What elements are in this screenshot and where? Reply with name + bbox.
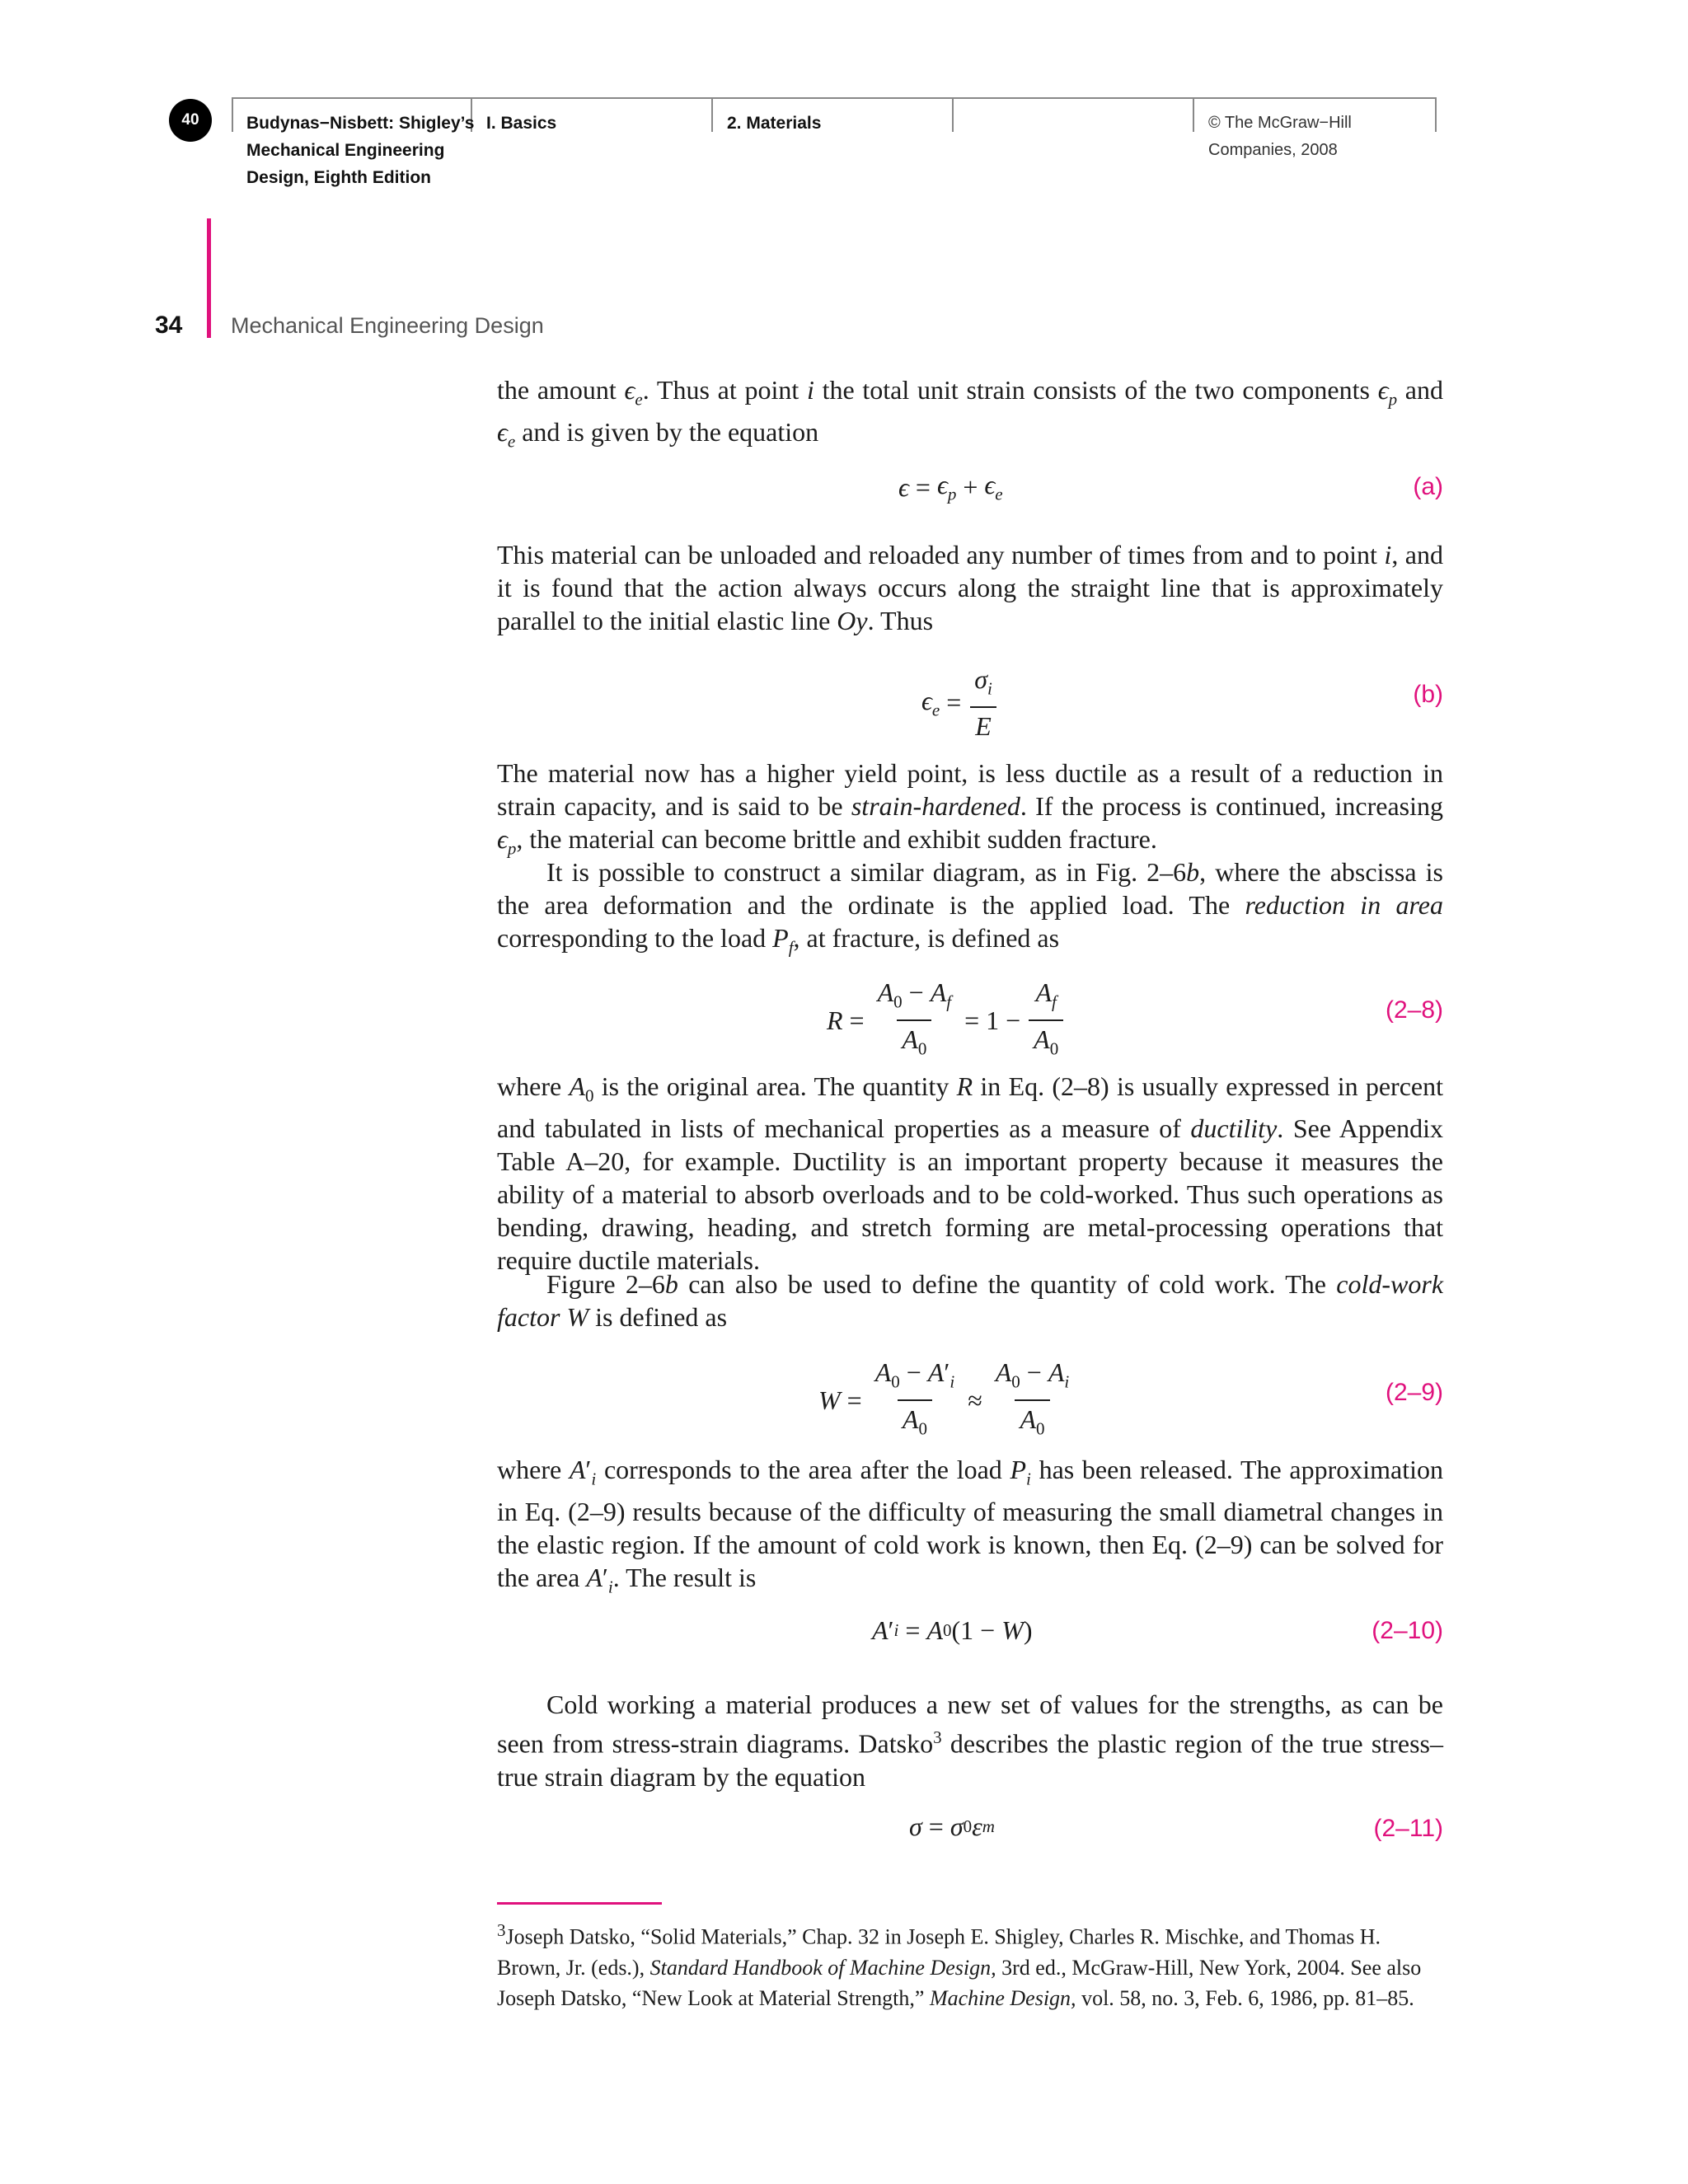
- equation-number-2-11: (2–11): [1373, 1815, 1443, 1842]
- equation-number-2-8: (2–8): [1385, 996, 1443, 1024]
- running-title: Mechanical Engineering Design: [231, 313, 544, 338]
- paragraph-2: This material can be unloaded and reloaded any number of times from and to point i, and it is found that the action always occurs along the straight line that is approximately parallel to the initial elastic line Oy. Thus: [497, 540, 1444, 635]
- paragraph-8: Cold working a material produces a new set of values for the strengths, as can be seen from stress-strain diagrams. Datsko$^3$ describes the plastic region of the true stress–true strain diagram by the equation: [497, 1690, 1444, 1792]
- equation-2-8: R = $\frac{A_0 - A_f}{A_0}$ = 1 − $\frac{A_f}{A_0}$: [827, 977, 1071, 1065]
- equation-2-9: W = $\frac{A_0 - A'_i}{A_0}$ ≈ $\frac{A_0 - A_i}{A_0}$: [818, 1357, 1082, 1445]
- footnote: $^3$Joseph Datsko, “Solid Materials,” Chap. 32 in Joseph E. Shigley, Charles R. Mischke, and Thomas H. Brown, Jr. (eds.), Standard Handbook of Machine Design, 3rd ed., McGraw-Hill, New York, 2004. See also Joseph Datsko, “New Look at Material Strength,” Machine Design, vol. 58, no. 3, Feb. 6, 1986, pp. 81–85.: [497, 1920, 1422, 2010]
- header-book-line3: Design, Eighth Edition: [246, 168, 431, 187]
- header-copyright-line2: Companies, 2008: [1208, 141, 1338, 159]
- header-book-line1: Budynas−Nisbett: Shigley’s: [246, 114, 475, 133]
- equation-number-2-10: (2–10): [1372, 1617, 1443, 1644]
- page-number: 34: [155, 312, 183, 339]
- header-copyright-line1: © The McGraw−Hill: [1208, 114, 1352, 132]
- equation-a: ϵ = $\epsilon_p$ + $\epsilon_e$: [898, 470, 1003, 504]
- page-badge: 40: [169, 99, 212, 142]
- equation-number-2-9: (2–9): [1385, 1379, 1443, 1406]
- header-part: I. Basics: [486, 114, 557, 133]
- header-cell-empty: [952, 97, 1194, 132]
- equation-2-11: σ = σ 0 ε m: [909, 1811, 995, 1841]
- equation-b: $\epsilon_e$ = $\frac{\sigma_i}{E}$: [921, 663, 1006, 742]
- folio-accent-bar: [207, 218, 211, 338]
- paragraph-4: It is possible to construct a similar diagram, as in Fig. 2–6b, where the abscissa is the area deformation and the ordinate is the applied load. The reduction in area corresponding to the load $P_f$, at fracture, is defined as: [497, 857, 1444, 958]
- paragraph-1: the amount $\epsilon_e$. Thus at point i the total unit strain consists of the two components $\epsilon_p$ and $\epsilon_e$ and is given by the equation: [497, 375, 1444, 452]
- footnote-rule: [497, 1902, 662, 1905]
- paragraph-5: where $A_0$ is the original area. The quantity R in Eq. (2–8) is usually expressed in percent and tabulated in lists of mechanical properties as a measure of ductility. See Appendix Table A–20, for example. Ductility is an important property because it measures the ability of a material to absorb overloads and to be cold-worked. Thus such operations as bending, drawing, heading, and stretch forming are metal-processing operations that require ductile materials.: [497, 1071, 1444, 1276]
- header-chapter: 2. Materials: [727, 114, 822, 133]
- paragraph-6: Figure 2–6b can also be used to define the quantity of cold work. The cold-work factor W is defined as: [497, 1269, 1444, 1332]
- equation-number-b: (b): [1413, 681, 1443, 708]
- paragraph-3: The material now has a higher yield point, is less ductile as a result of a reduction in strain capacity, and is said to be strain-hardened. If the process is continued, increasing $\epsilon_p$, the material can become brittle and exhibit sudden fracture.: [497, 758, 1444, 859]
- equation-2-10: A ′ i = A 0 (1 − W ): [872, 1615, 1033, 1645]
- header-book-line2: Mechanical Engineering: [246, 141, 445, 160]
- paragraph-7: where $A'_i$ corresponds to the area after the load $P_i$ has been released. The approximation in Eq. (2–9) results because of the difficulty of measuring the small diametral changes in the elastic region. If the amount of cold work is known, then Eq. (2–9) can be solved for the area $A'_i$. The result is: [497, 1455, 1444, 1597]
- equation-number-a: (a): [1413, 473, 1443, 500]
